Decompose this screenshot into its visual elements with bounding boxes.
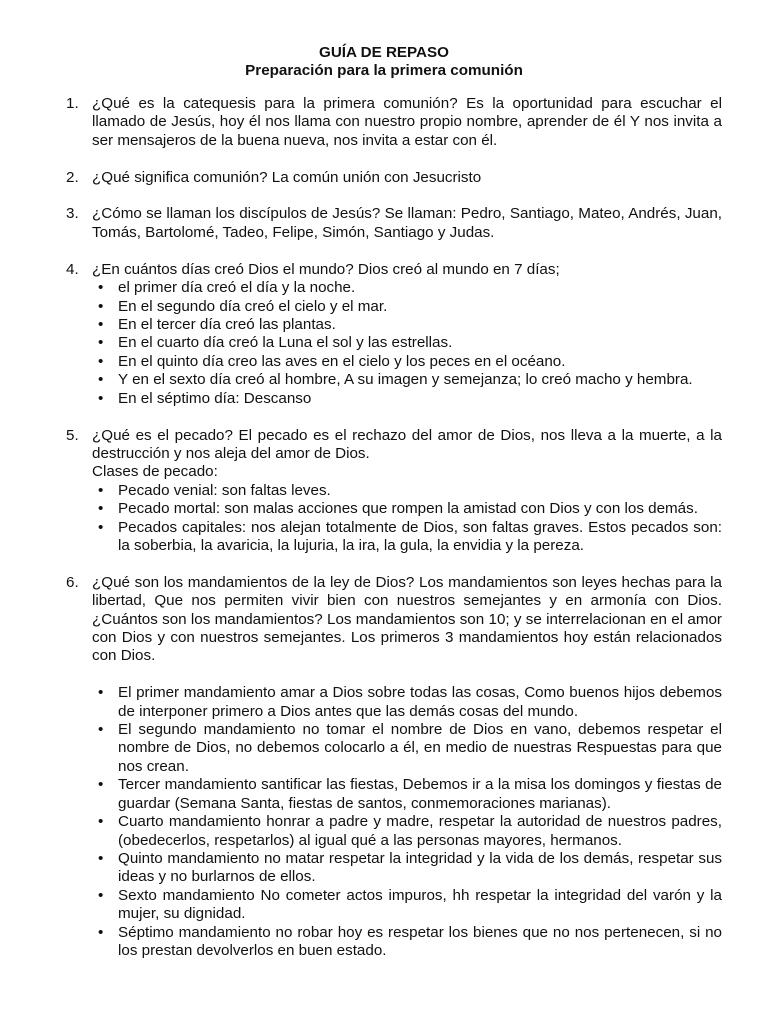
bullet-item (92, 519, 722, 556)
bullet-item (92, 279, 722, 297)
bullet-text: El primer mandamiento amar a Dios sobre todas las cosas, Como buenos hijos debemos de interponer primero a Dios antes que las demás cosas del mundo. (118, 684, 722, 720)
bullet-text: Y en el sexto día creó al hombre, A su imagen y semejanza; lo creó macho y hembra. (118, 371, 693, 389)
bullet-text: En el quinto día creo las aves en el cielo y los peces en el océano. (118, 352, 566, 370)
bullet-list (92, 482, 722, 556)
bullet-icon: • (98, 849, 104, 867)
bullet-text: Pecados capitales: nos alejan totalmente de Dios, son faltas graves. Estos pecados son: la soberbia, la avaricia, la lujuria, la ira, la gula, la envidia y la pereza. (118, 518, 722, 554)
bullet-icon: • (98, 684, 104, 702)
bullet-item (92, 776, 722, 813)
bullet-list (92, 684, 722, 960)
bullet-icon: • (98, 721, 104, 739)
question-number: 6. (66, 573, 79, 591)
bullet-icon: • (98, 352, 104, 370)
document-title: GUÍA DE REPASO (319, 44, 449, 61)
bullet-icon: • (98, 500, 104, 518)
bullet-item (92, 850, 722, 887)
question-text: ¿Qué significa comunión? La común unión con Jesucristo (92, 168, 482, 186)
question-number: 5. (66, 426, 79, 444)
document-subtitle: Preparación para la primera comunión (245, 62, 523, 80)
bullet-icon: • (98, 371, 104, 389)
question-number: 4. (66, 260, 79, 278)
bullet-text: Cuarto mandamiento honrar a padre y madre, respetar la autoridad de nuestros padres, (obedecerlos, respetarlos) al igual qué a las personas mayores, hermanos. (118, 813, 722, 849)
question-item (66, 205, 722, 242)
bullet-text: Pecado venial: son faltas leves. (118, 481, 331, 499)
question-text: ¿Cómo se llaman los discípulos de Jesús? Se llaman: Pedro, Santiago, Mateo, Andrés, Juan, Tomás, Bartolomé, Tadeo, Felipe, Simón, Santiago y Judas. (92, 205, 722, 241)
bullet-text: En el séptimo día: Descanso (118, 389, 312, 407)
bullet-text: Quinto mandamiento no matar respetar la integridad y la vida de los demás, respetar sus ideas y no burlarnos de ellos. (118, 849, 722, 886)
title-block (66, 44, 722, 81)
bullet-item (92, 334, 722, 352)
question-text: ¿Qué es la catequesis para la primera comunión? Es la oportunidad para escuchar el llamado de Jesús, hoy él nos llama con nuestro propio nombre, aprender de él Y nos invita a ser mensajeros de la buena nueva, nos invita a estar con él. (92, 94, 722, 149)
bullet-item (92, 298, 722, 316)
bullet-item (92, 482, 722, 500)
bullet-icon: • (98, 297, 104, 315)
question-list (66, 95, 722, 961)
bullet-item (92, 353, 722, 371)
bullet-icon: • (98, 923, 104, 941)
bullet-item (92, 721, 722, 776)
bullet-text: Tercer mandamiento santificar las fiestas, Debemos ir a la misa los domingos y fiestas de guardar (Semana Santa, fiestas de santos, conmemoraciones marianas). (118, 776, 722, 812)
bullet-item (92, 684, 722, 721)
bullet-text: Séptimo mandamiento no robar hoy es respetar los bienes que no nos pertenecen, si no los prestan devolverlos en buen estado. (118, 923, 722, 959)
bullet-list (92, 279, 722, 408)
question-item (66, 95, 722, 150)
question-number: 2. (66, 168, 79, 186)
question-text: ¿Qué es el pecado? El pecado es el rechazo del amor de Dios, nos lleva a la muerte, a la destrucción y nos aleja del amor de Dios. (92, 426, 722, 462)
question-item (66, 574, 722, 961)
bullet-item (92, 371, 722, 389)
bullet-item (92, 500, 722, 518)
bullet-icon: • (98, 518, 104, 536)
bullet-text: el primer día creó el día y la noche. (118, 279, 356, 297)
bullet-icon: • (98, 776, 104, 794)
question-text: ¿En cuántos días creó Dios el mundo? Dios creó al mundo en 7 días; (92, 260, 560, 278)
bullet-text: Pecado mortal: son malas acciones que rompen la amistad con Dios y con los demás. (118, 500, 698, 518)
question-item (66, 169, 722, 187)
question-subheading: Clases de pecado: (92, 463, 218, 481)
paragraph-gap (92, 666, 722, 684)
bullet-icon: • (98, 279, 104, 297)
bullet-text: Sexto mandamiento No cometer actos impuros, hh respetar la integridad del varón y la mujer, su dignidad. (118, 886, 722, 923)
bullet-icon: • (98, 886, 104, 904)
question-number: 1. (66, 94, 79, 112)
bullet-icon: • (98, 481, 104, 499)
question-item (66, 261, 722, 408)
bullet-icon: • (98, 334, 104, 352)
bullet-text: En el cuarto día creó la Luna el sol y las estrellas. (118, 334, 453, 352)
bullet-icon: • (98, 813, 104, 831)
bullet-text: En el tercer día creó las plantas. (118, 315, 336, 333)
bullet-item (92, 887, 722, 924)
bullet-text: El segundo mandamiento no tomar el nombre de Dios en vano, debemos respetar el nombre de Dios, no debemos colocarlo a él, en medio de nuestras Respuestas para que nos crean. (118, 721, 722, 775)
question-text: ¿Qué son los mandamientos de la ley de Dios? Los mandamientos son leyes hechas para la libertad, Que nos permiten vivir bien con nuestros semejantes y en armonía con Dios. ¿Cuántos son los mandamientos? Los mandamientos son 10; y se interrelacionan en el amor con Dios y con nuestros semejantes. Los primeros 3 mandamientos hoy están relacionados con Dios. (92, 573, 722, 665)
bullet-text: En el segundo día creó el cielo y el mar. (118, 297, 388, 315)
bullet-item (92, 316, 722, 334)
question-item (66, 427, 722, 556)
bullet-item (92, 813, 722, 850)
bullet-item (92, 390, 722, 408)
question-number: 3. (66, 205, 79, 223)
bullet-icon: • (98, 315, 104, 333)
bullet-icon: • (98, 389, 104, 407)
bullet-item (92, 924, 722, 961)
